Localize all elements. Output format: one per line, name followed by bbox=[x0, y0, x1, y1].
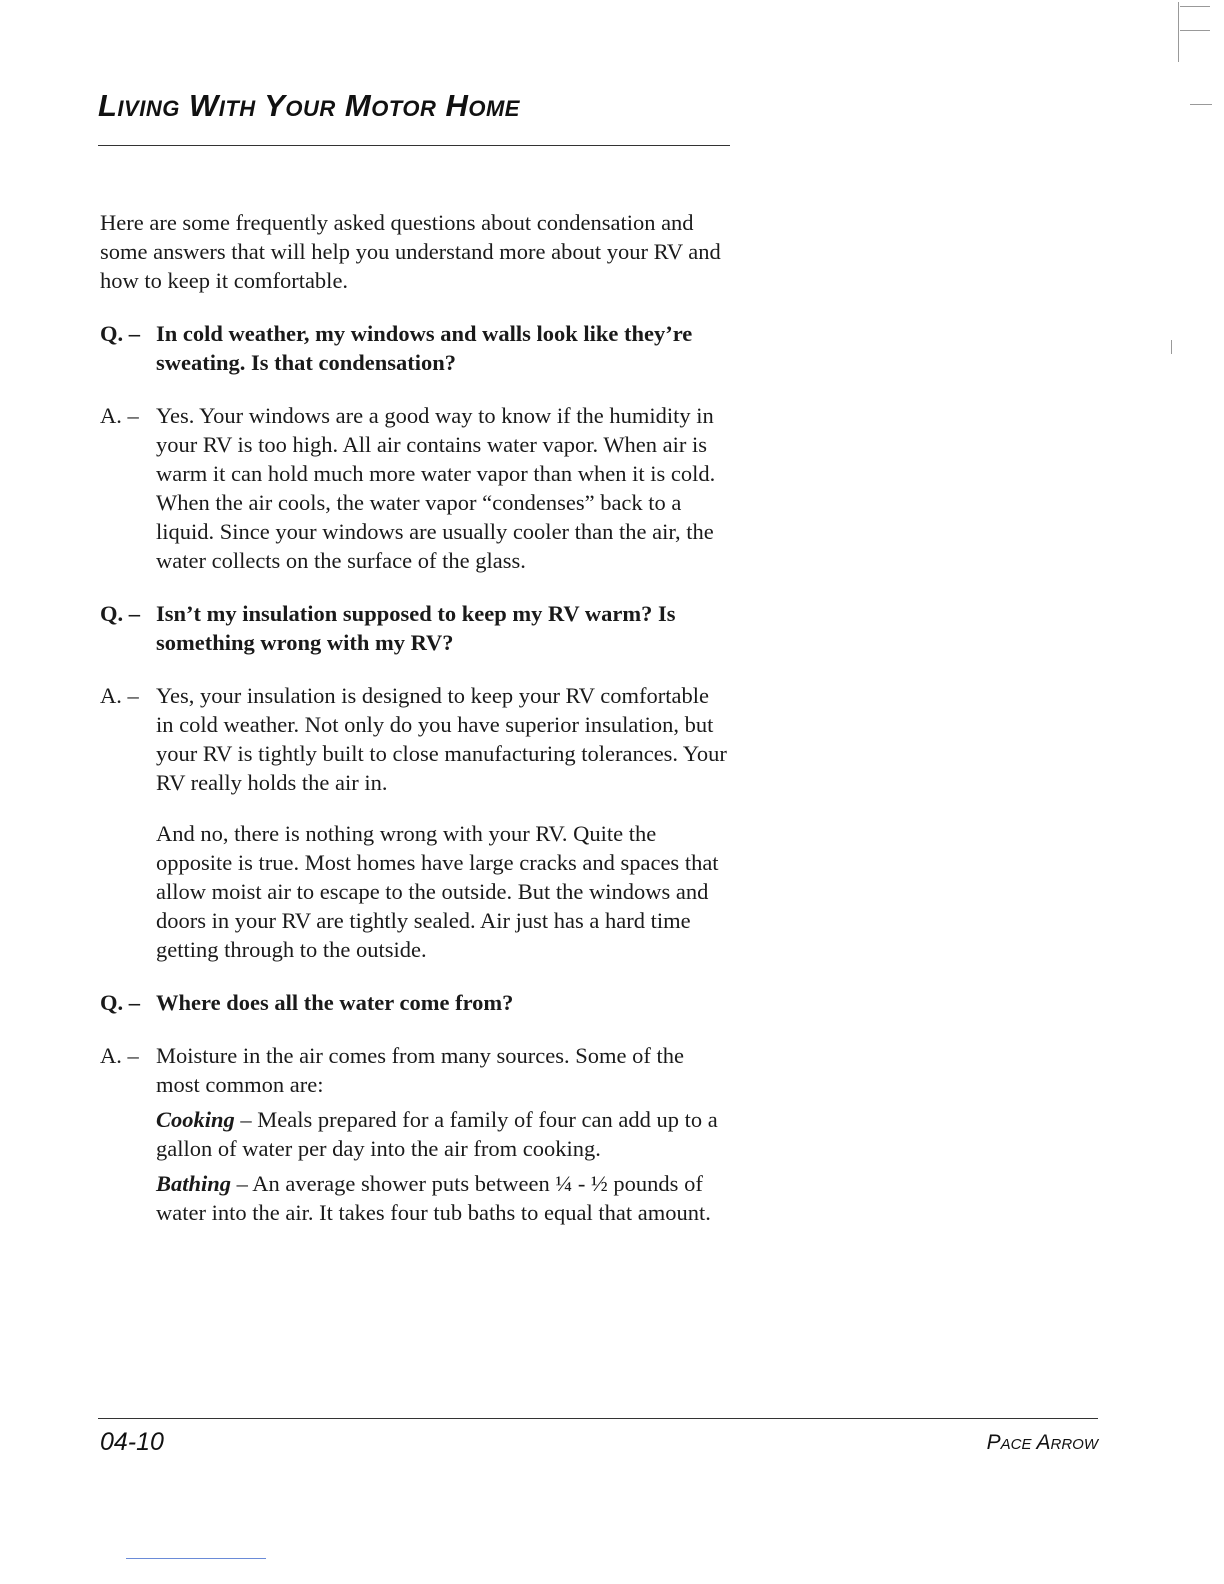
answer-text: Moisture in the air comes from many sources. Some of the most common are: bbox=[156, 1043, 685, 1097]
source-term: Cooking bbox=[156, 1107, 235, 1132]
answer-3 bbox=[100, 1041, 730, 1227]
answer-body bbox=[156, 681, 730, 964]
footer-brand: Pace Arrow bbox=[986, 1431, 1098, 1454]
title-divider bbox=[98, 145, 730, 146]
answer-body bbox=[156, 1041, 730, 1227]
document-body bbox=[100, 208, 730, 1251]
page-title: Living With Your Motor Home bbox=[98, 88, 520, 123]
moisture-source-cooking bbox=[156, 1105, 730, 1163]
footer-divider bbox=[98, 1418, 1098, 1419]
scan-artifact-line bbox=[126, 1558, 266, 1559]
question-text: Where does all the water come from? bbox=[156, 990, 514, 1015]
answer-text-continued: And no, there is nothing wrong with your RV. Quite the opposite is true. Most homes have large cracks and spaces that allow moist air to escape to the outside. But the windows and doors in your RV are tightly sealed. Air just has a hard time getting through to the outside. bbox=[156, 821, 719, 962]
answer-label: A. – bbox=[100, 683, 139, 708]
answer-text: Yes, your insulation is designed to keep your RV comfortable in cold weather. Not only do you have superior insulation, but your RV is tightly built to close manufacturing tolerances. Your RV really holds the air in. bbox=[156, 683, 727, 795]
question-label: Q. – bbox=[100, 990, 141, 1015]
scan-edge-mark bbox=[1178, 2, 1179, 62]
source-description: – Meals prepared for a family of four can add up to a gallon of water per day into the air from cooking. bbox=[156, 1107, 718, 1161]
scan-edge-mark bbox=[1180, 6, 1210, 7]
scan-edge-mark bbox=[1171, 340, 1172, 354]
question-text: In cold weather, my windows and walls look like they’re sweating. Is that condensation? bbox=[156, 321, 693, 375]
scan-edge-mark bbox=[1180, 30, 1210, 31]
scan-edge-mark bbox=[1190, 104, 1212, 105]
answer-2 bbox=[100, 681, 730, 964]
question-text: Isn’t my insulation supposed to keep my RV warm? Is something wrong with my RV? bbox=[156, 601, 676, 655]
page-number: 04-10 bbox=[100, 1428, 164, 1456]
question-2 bbox=[100, 599, 730, 657]
question-3 bbox=[100, 988, 730, 1017]
question-label: Q. – bbox=[100, 321, 141, 346]
source-description: – An average shower puts between ¼ - ½ pounds of water into the air. It takes four tub baths to equal that amount. bbox=[156, 1171, 711, 1225]
moisture-source-bathing bbox=[156, 1169, 730, 1227]
answer-label: A. – bbox=[100, 403, 139, 428]
answer-text: Yes. Your windows are a good way to know if the humidity in your RV is too high. All air contains water vapor. When air is warm it can hold much more water vapor than when it is cold. When the air cools, the water vapor “condenses” back to a liquid. Since your windows are usually cooler than the air, the water collects on the surface of the glass. bbox=[156, 403, 716, 573]
answer-1 bbox=[100, 401, 730, 575]
source-term: Bathing bbox=[156, 1171, 232, 1196]
question-label: Q. – bbox=[100, 601, 141, 626]
intro-paragraph: Here are some frequently asked questions about condensation and some answers that will help you understand more about your RV and how to keep it comfortable. bbox=[100, 210, 721, 293]
question-1 bbox=[100, 319, 730, 377]
answer-label: A. – bbox=[100, 1043, 139, 1068]
